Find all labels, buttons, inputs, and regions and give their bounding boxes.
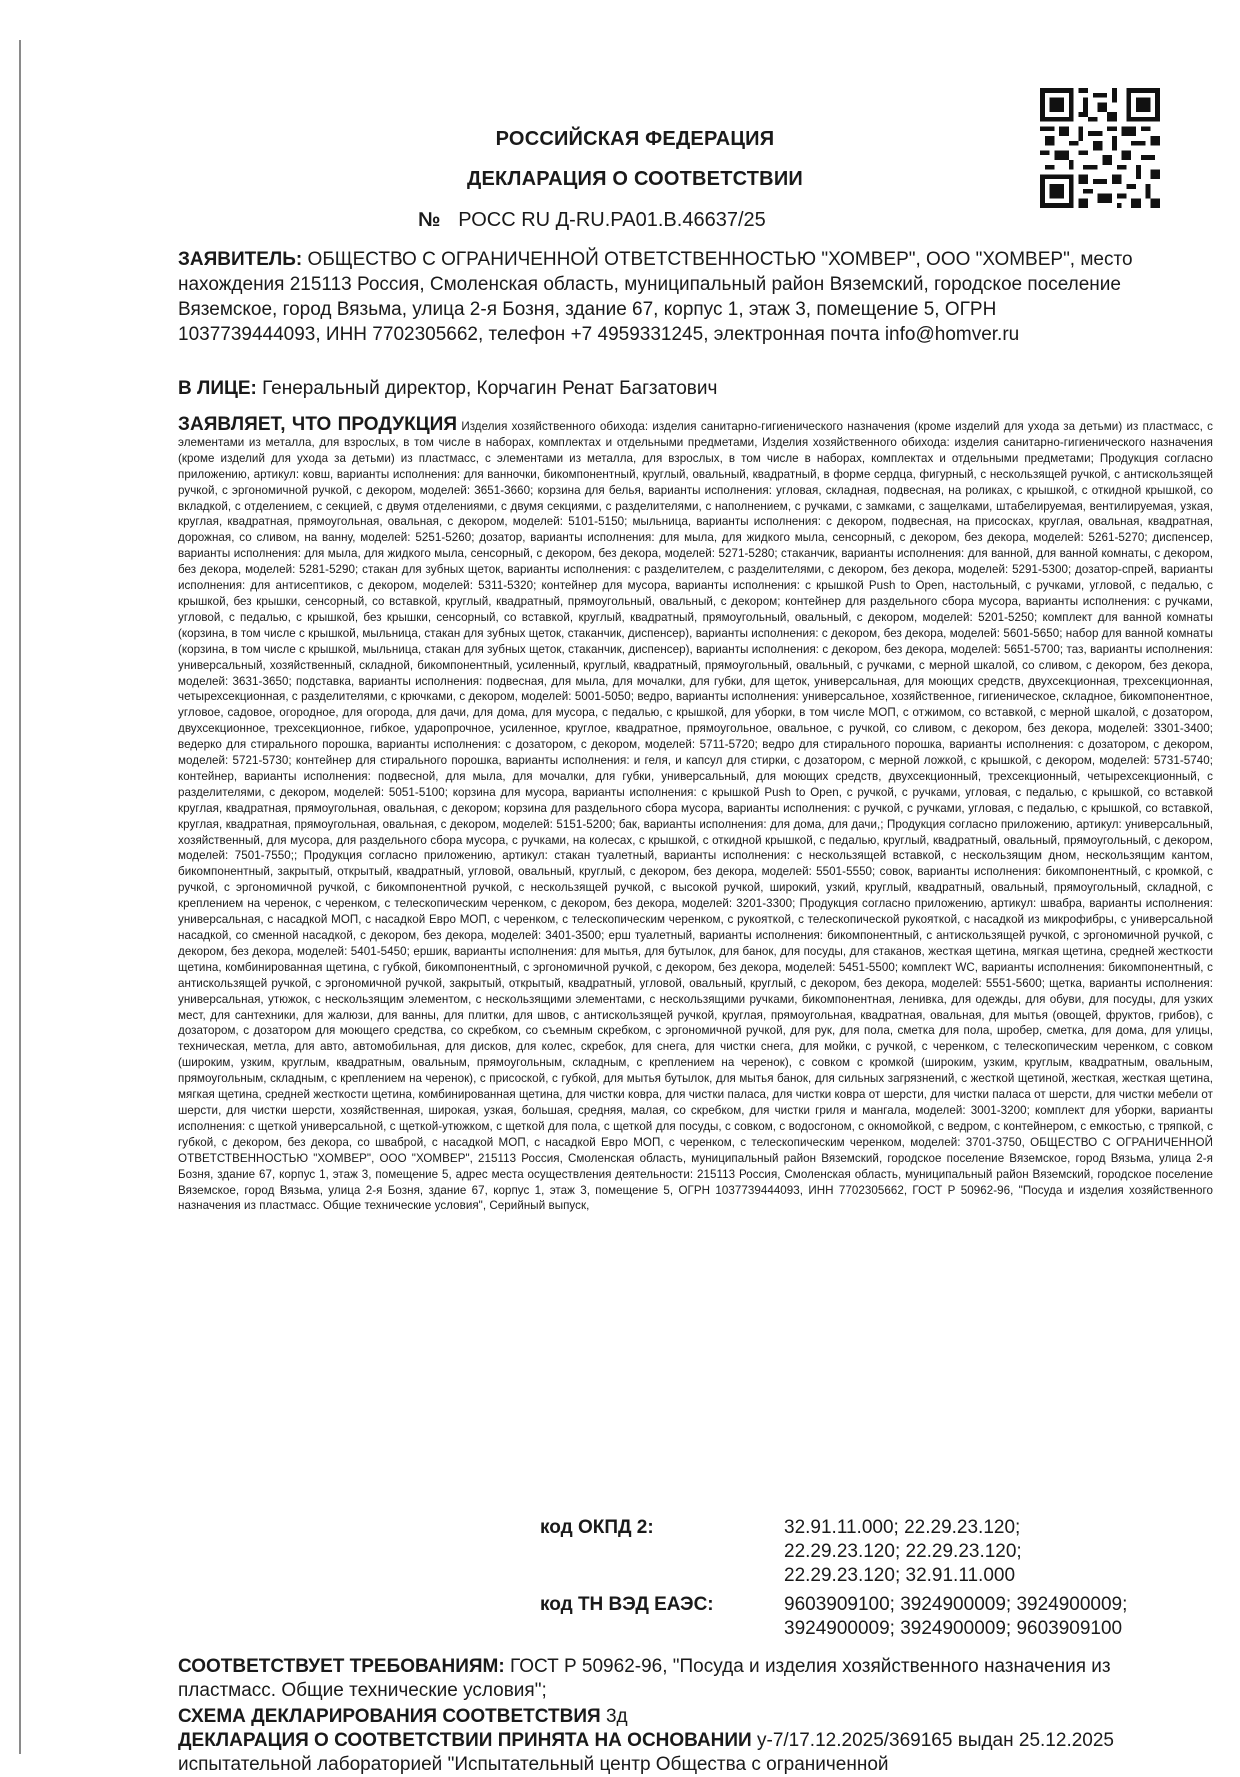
country-heading: РОССИЙСКАЯ ФЕДЕРАЦИЯ — [495, 128, 775, 150]
scan-edge-line — [19, 40, 21, 1754]
basis-label: ДЕКЛАРАЦИЯ О СООТВЕТСТВИИ ПРИНЯТА НА ОСНОВАНИИ — [178, 1730, 752, 1751]
scheme-section — [178, 1704, 1138, 1729]
tnved-line: 3924900009; 3924900009; 9603909100 — [784, 1618, 1123, 1639]
applicant-text: ОБЩЕСТВО С ОГРАНИЧЕННОЙ ОТВЕТСТВЕННОСТЬЮ "ХОМВЕР", ООО "ХОМВЕР", место нахождения 215113 Россия, Смоленская область, муниципальный район Вяземский, городское поселение Вяземское, город Вязьма, улица 2-я Бозня, здание 67, корпус 1, этаж 3, помещение 5, ОГРН 1037739444093, ИНН 7702305662, телефон +7 4959331245, электронная почта info@homver.ru — [178, 249, 1133, 345]
basis-section — [178, 1729, 1138, 1777]
applicant-section — [178, 247, 1138, 347]
representative-label: В ЛИЦЕ: — [178, 378, 257, 399]
declaration-number — [418, 209, 766, 232]
okpd-line: 22.29.23.120; 22.29.23.120; — [784, 1541, 1022, 1562]
tnved-label: код ТН ВЭД ЕАЭС: — [540, 1594, 714, 1615]
requirements-section — [178, 1655, 1138, 1703]
applicant-label: ЗАЯВИТЕЛЬ: — [178, 249, 303, 270]
okpd-values — [784, 1516, 1074, 1588]
declaration-number-value: РОСС RU Д-RU.РА01.В.46637/25 — [458, 209, 766, 231]
tnved-values — [784, 1593, 1194, 1641]
product-label: ЗАЯВЛЯЕТ, ЧТО ПРОДУКЦИЯ — [178, 414, 458, 435]
declaration-title: ДЕКЛАРАЦИЯ О СООТВЕТСТВИИ — [467, 168, 803, 190]
representative-section — [178, 376, 1138, 401]
okpd-label: код ОКПД 2: — [540, 1517, 654, 1538]
okpd-line: 32.91.11.000; 22.29.23.120; — [784, 1517, 1021, 1538]
okpd-line: 22.29.23.120; 32.91.11.000 — [784, 1565, 1016, 1586]
requirements-text: ГОСТ Р 50962-96, "Посуда и изделия хозяйственного назначения из пластмасс. Общие технические условия"; — [178, 1656, 1111, 1701]
scheme-label: СХЕМА ДЕКЛАРИРОВАНИЯ СООТВЕТСТВИЯ — [178, 1706, 601, 1727]
scheme-value: 3д — [605, 1706, 628, 1727]
product-text: Изделия хозяйственного обихода: изделия санитарно-гигиенического назначения (кроме изделий для ухода за детьми) из пластмасс, с элементами из металла, для взрослых, в том числе в наборах, комплектах и отдельными предметами, Изделия хозяйственного обихода: изделия санитарно-гигиенического назначения (кроме изделий для ухода за детьми) из пластмасс, с элементами из металла, для взрослых, в том числе в наборах, комплектах и отдельными предметами; Продукция согласно приложению, артикул: ковш, варианты исполнения: для ванночки, бикомпонентный, круглый, овальный, квадратный, в форме сердца, фигурный, с нескользящей ручкой, с антискользящей ручкой, с эргономичной ручкой, с декором, моделей: 3651-3660; корзина для белья, варианты исполнения: угловая, складная, подвесная, на роликах, с крышкой, с откидной крышкой, со вкладкой, с отделением, с секцией, с двумя отделениями, с двумя секциями, с разделителями, с наполнением, с ручками, с замками, с защелками, штабелируемая, вентилируемая, узкая, круглая, квадратная, прямоугольная, овальная, с декором, моделей: 5101-5150; мыльница, варианты исполнения: с декором, подвесная, на присосках, круглая, овальная, квадратная, дорожная, со сливом, на ванну, моделей: 5251-5260; дозатор, варианты исполнения: для мыла, для жидкого мыла, сенсорный, с декором, без декора, моделей: 5261-5270; диспенсер, варианты исполнения: для мыла, для жидкого мыла, сенсорный, с декором, без декора, моделей: 5271-5280; стаканчик, варианты исполнения: для ванной, для ванной комнаты, с декором, без декора, моделей: 5281-5290; стакан для зубных щеток, варианты исполнения: с разделителем, с разделителями, с декором, без декора, моделей: 5291-5300; дозатор-спрей, варианты исполнения: для антисептиков, с декором, моделей: 5311-5320; контейнер для мусора, варианты исполнения: с крышкой Push to Open, настольный, с ручками, угловой, с педалью, с крышкой, без крышки, сенсорный, со вставкой, круглый, квадратный, прямоугольный, овальный, с декором; контейнер для раздельного сбора мусора, варианты исполнения: с ручками, угловой, с педалью, с крышкой, без крышки, сенсорный, со вставкой, круглый, квадратный, прямоугольный, овальный, с декором, моделей: 5201-5250; комплект для ванной комнаты (корзина, в том числе с крышкой, мыльница, стакан для зубных щеток, стаканчик, диспенсер), варианты исполнения: с декором, без декора, моделей: 5601-5650; набор для ванной комнаты (корзина, в том числе с крышкой, мыльница, стакан для зубных щеток, стаканчик, диспенсер), варианты исполнения: с декором, без декора, моделей: 5651-5700; таз, варианты исполнения: универсальный, хозяйственный, складной, бикомпонентный, усиленный, круглый, квадратный, прямоугольный, овальный, с ручками, с мерной шкалой, со сливом, с декором, без декора, моделей: 3631-3650; подставка, варианты исполнения: подвесная, для мыла, для мочалки, для губки, для щеток, универсальная, для моющих средств, двухсекционная, трехсекционная, четырехсекционная, с разделителями, с крючками, с декором, моделей: 5001-5050; ведро, варианты исполнения: универсальное, хозяйственное, гигиеническое, складное, бикомпонентное, угловое, садовое, огородное, для огорода, для дачи, для дома, для мусора, с педалью, с крышкой, для уборки, в том числе МОП, с отжимом, со вставкой, с мерной шкалой, с дозатором, двухсекционное, трехсекционное, гибкое, ударопрочное, усиленное, круглое, квадратное, прямоугольное, овальное, с ручкой, со сливом, с декором, без декора, моделей: 3301-3400; ведерко для стирального порошка, варианты исполнения: с дозатором, с декором, моделей: 5711-5720; ведро для стирального порошка, варианты исполнения: с дозатором, с декором, моделей: 5721-5730; контейнер для стирального порошка, варианты исполнения: и геля, и капсул для стирки, с дозатором, с мерной ложкой, с крышкой, с декором, моделей: 5731-5740; контейнер, варианты исполнения: подвесной, для мыла, для мочалки, для губки, универсальный, для моющих средств, двухсекционный, трехсекционный, четырехсекционный, с разделителями, с декором, моделей: 5051-5100; корзина для мусора, варианты исполнения: с крышкой Push to Open, с ручкой, с ручками, угловая, с педалью, с крышкой, со вставкой круглая, квадратная, прямоугольная, овальная, с декором; корзина для раздельного сбора мусора, варианты исполнения: с ручкой, с ручками, угловая, с педалью, с крышкой, со вставкой, круглая, квадратная, прямоугольная, овальная, с декором, моделей: 5151-5200; бак, варианты исполнения: для дома, для дачи,; Продукция согласно приложению, артикул: универсальный, хозяйственный, для мусора, для раздельного сбора мусора, с ручками, на колесах, с крышкой, с откидной крышкой, с педалью, круглый, квадратный, овальный, прямоугольный, с декором, моделей: 7501-7550;; Продукция согласно приложению, артикул: стакан туалетный, варианты исполнения: с нескользящей вставкой, с нескользящим дном, нескользящим кантом, бикомпонентный, закрытый, открытый, квадратный, угловой, овальный, круглый, с декором, без декора, моделей: 5501-5550; совок, варианты исполнения: бикомпонентный, с кромкой, с ручкой, с эргономичной ручкой, с бикомпонентной ручкой, с нескользящей ручкой, с высокой ручкой, широкий, узкий, круглый, квадратный, овальный, прямоугольный, складной, с креплением на черенок, с черенком, с телескопическим черенком, с декором, без декора, моделей: 3201-3300; Продукция согласно приложению, артикул: швабра, варианты исполнения: универсальная, с насадкой МОП, с насадкой Евро МОП, с черенком, с телескопическим черенком, с рукояткой, с телескопической рукояткой, с насадкой из микрофибры, с универсальной насадкой, со сменной насадкой, с декором, без декора, моделей: 3401-3500; ерш туалетный, варианты исполнения: бикомпонентный, с антискользящей ручкой, с эргономичной ручкой, с декором, без декора, моделей: 5401-5450; ершик, варианты исполнения: для мытья, для бутылок, для банок, для посуды, для стаканов, жесткая щетина, мягкая щетина, средней жесткости щетина, комбинированная щетина, с губкой, бикомпонентный, с эргономичной ручкой, с декором, без декора, моделей: 5451-5500; комплект WC, варианты исполнения: бикомпонентный, с антискользящей ручкой, с эргономичной ручкой, закрытый, открытый, квадратный, угловой, овальный, круглый, с декором, без декора, моделей: 5551-5600; щетка, варианты исполнения: универсальная, утюжок, с нескользящим элементом, с нескользящими элементами, с нескользящими ручками, бикомпонентная, ленивка, для одежды, для обуви, для посуды, для узких мест, для сантехники, для жалюзи, для ванны, для плитки, для швов, с антискользящей ручкой, круглая, прямоугольная, квадратная, овальная, для мытья (овощей, фруктов, грибов), с дозатором, с дозатором для моющего средства, со скребком, со съемным скребком, с эргономичной ручкой, для рук, для пола, сметка для пола, шробер, сметка, для дома, для улицы, техническая, метла, для авто, автомобильная, для дисков, для колес, скребок, для снега, для чистки снега, для мойки, с ручкой, с черенком, с телескопическим черенком, с совком (широким, узким, круглым, квадратным, овальным, прямоугольным, складным, с креплением на черенок), с совком с кромкой (широким, узким, круглым, квадратным, овальным, прямоугольным, складным, с креплением на черенок), с присоской, с губкой, для мытья бутылок, для мытья банок, для сильных загрязнений, с жесткой щетиной, жесткая, жесткая щетина, мягкая щетина, средней жесткости щетина, комбинированная щетина, для чистки ковра, для чистки паласа, для чистки ковра от шерсти, для чистки паласа от шерсти, для чистки мебели от шерсти, для чистки шерсти, хозяйственная, широкая, узкая, большая, средняя, малая, со скребком, для чистки гриля и мангала, моделей: 3001-3200; комплект для уборки, варианты исполнения: с щеткой универсальной, с щеткой-утюжком, с щеткой для пола, с щеткой для посуды, с совком, с водосгоном, с окномойкой, с ведром, с контейнером, с емкостью, с тряпкой, с губкой, с декором, без декора, со шваброй, с насадкой МОП, с насадкой Евро МОП, с черенком, с телескопическим черенком, моделей: 3701-3750, ОБЩЕСТВО С ОГРАНИЧЕННОЙ ОТВЕТСТВЕННОСТЬЮ "ХОМВЕР", ООО "ХОМВЕР", 215113 Россия, Смоленская область, муниципальный район Вяземский, городское поселение Вяземское, город Вязьма, улица 2-я Бозня, здание 67, корпус 1, этаж 3, помещение 5, адрес места осуществления деятельности: 215113 Россия, Смоленская область, муниципальный район Вяземский, городское поселение Вяземское, город Вязьма, улица 2-я Бозня, здание 67, корпус 1, этаж 3, помещение 5, ОГРН 1037739444093, ИНН 7702305662, ГОСТ Р 50962-96, "Посуда и изделия хозяйственного назначения из пластмасс. Общие технические условия", Серийный выпуск, — [178, 420, 1214, 1213]
representative-text: Генеральный директор, Корчагин Ренат Багзатович — [262, 378, 718, 399]
product-section — [178, 415, 1213, 1214]
tnved-line: 9603909100; 3924900009; 3924900009; — [784, 1594, 1128, 1615]
basis-text: у-7/17.12.2025/369165 выдан 25.12.2025 испытательной лабораторией "Испытательный центр Общества с ограниченной — [178, 1730, 1114, 1775]
number-symbol: № — [418, 209, 441, 231]
requirements-label: СООТВЕТСТВУЕТ ТРЕБОВАНИЯМ: — [178, 1656, 505, 1677]
